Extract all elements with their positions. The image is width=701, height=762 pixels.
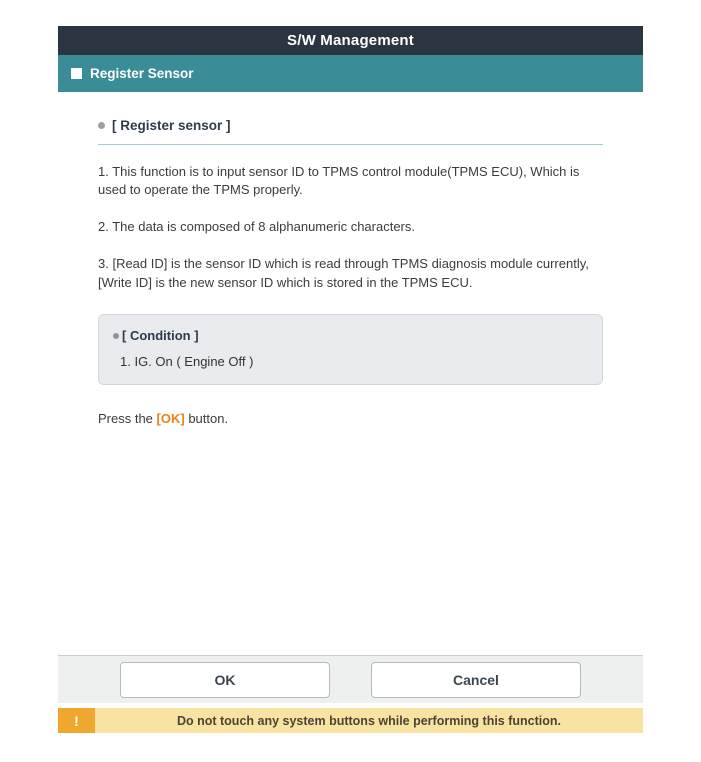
ok-button[interactable]: OK <box>120 662 330 698</box>
sw-management-panel <box>58 26 643 733</box>
condition-box <box>98 314 603 386</box>
instruction-paragraph-1: 1. This function is to input sensor ID to TPMS control module(TPMS ECU), Which is used to operate the TPMS properly. <box>98 163 580 198</box>
footer-button-strip <box>58 655 643 703</box>
exclamation-icon: ! <box>58 708 95 733</box>
cancel-button[interactable]: Cancel <box>371 662 581 698</box>
condition-item: 1. IG. On ( Engine Off ) <box>120 353 254 369</box>
press-ok-highlight: [OK] <box>156 411 185 427</box>
bullet-icon <box>113 333 119 339</box>
instruction-paragraph-2: 2. The data is composed of 8 alphanumeric characters. <box>98 219 415 235</box>
bullet-icon <box>98 122 105 129</box>
page-title: S/W Management <box>58 26 643 55</box>
content-area <box>58 92 643 655</box>
section-header <box>58 55 643 92</box>
press-ok-suffix: button. <box>184 411 229 427</box>
warning-bar <box>58 708 643 733</box>
instruction-paragraph-3: 3. [Read ID] is the sensor ID which is read through TPMS diagnosis module currently, [Write ID] is the new sensor ID which is stored in the TPMS ECU. <box>98 256 589 290</box>
section-square-icon <box>71 68 82 79</box>
section-header-label: Register Sensor <box>90 66 194 81</box>
condition-heading-label: [ Condition ] <box>122 327 199 343</box>
warning-message: Do not touch any system buttons while performing this function. <box>95 708 643 733</box>
press-ok-prefix: Press the <box>98 411 157 427</box>
register-sensor-heading <box>98 116 603 145</box>
press-ok-instruction <box>98 410 603 429</box>
register-sensor-heading-label: [ Register sensor ] <box>112 118 231 133</box>
condition-heading <box>113 327 586 346</box>
